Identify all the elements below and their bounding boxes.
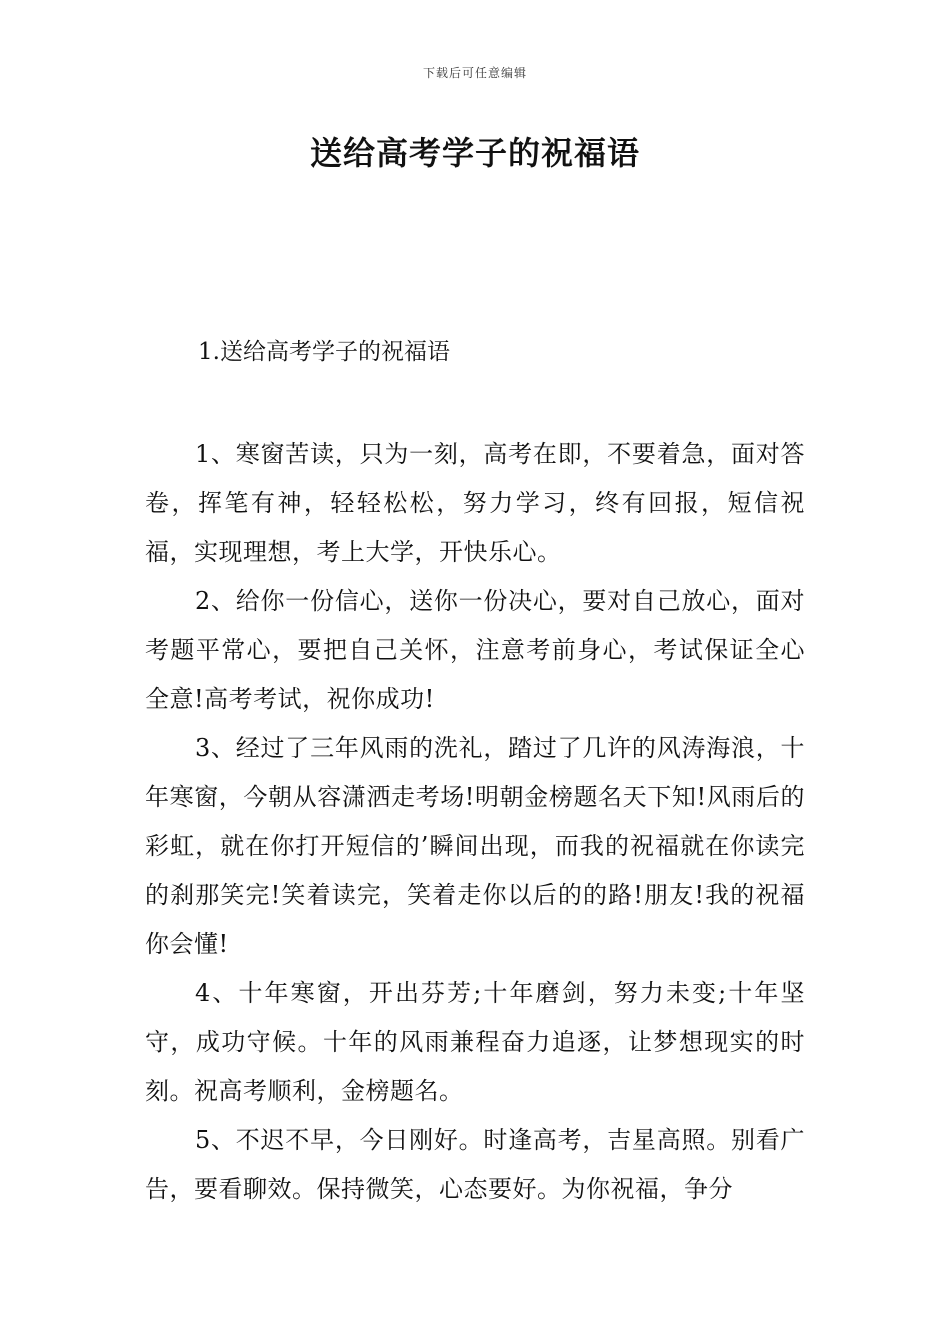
paragraph-2: 2、给你一份信心，送你一份决心，要对自己放心，面对考题平常心，要把自己关怀，注意考前身心，考试保证全心全意!高考考试，祝你成功! [145, 587, 805, 713]
paragraph-4: 4、十年寒窗，开出芬芳;十年磨剑，努力未变;十年坚守，成功守候。十年的风雨兼程奋力追逐，让梦想现实的时刻。祝高考顺利，金榜题名。 [145, 979, 805, 1105]
document-body [145, 430, 805, 1214]
paragraph-5: 5、不迟不早，今日刚好。时逢高考，吉星高照。别看广告，要看聊效。保持微笑，心态要好。为你祝福，争分 [145, 1126, 805, 1203]
paragraph-1: 1、寒窗苦读，只为一刻，高考在即，不要着急，面对答卷，挥笔有神，轻轻松松，努力学习，终有回报，短信祝福，实现理想，考上大学，开快乐心。 [145, 440, 805, 566]
document-title: 送给高考学子的祝福语 [309, 134, 640, 172]
paragraph-3: 3、经过了三年风雨的洗礼，踏过了几许的风涛海浪，十年寒窗，今朝从容潇洒走考场!明朝金榜题名天下知!风雨后的彩虹，就在你打开短信的’瞬间出现，而我的祝福就在你读完的刹那笑完!笑着读完，笑着走你以后的的路!朋友!我的祝福你会懂! [145, 734, 805, 958]
section-heading: 1.送给高考学子的祝福语 [198, 339, 450, 365]
header-note: 下载后可任意编辑 [422, 66, 527, 80]
